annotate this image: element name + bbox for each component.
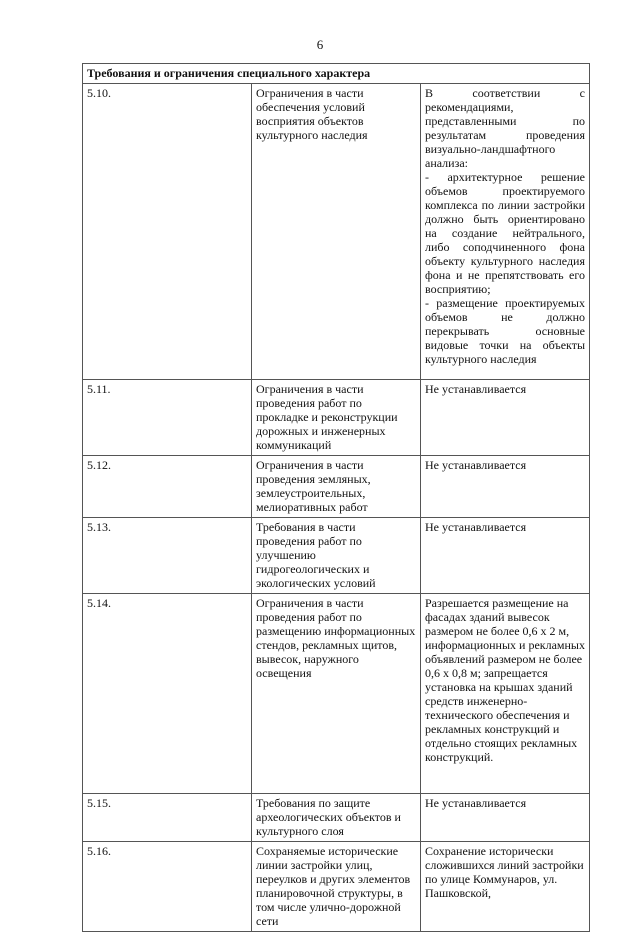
table-row	[83, 594, 590, 794]
table-row	[83, 794, 590, 842]
row-value: Не устанавливается	[421, 518, 590, 594]
row-number: 5.11.	[83, 380, 252, 456]
section-header: Требования и ограничения специального характера	[83, 64, 590, 84]
row-value: Не устанавливается	[421, 380, 590, 456]
row-number: 5.16.	[83, 842, 252, 932]
page-number: 6	[316, 37, 324, 52]
row-number: 5.10.	[83, 84, 252, 380]
row-value: Сохранение исторически сложившихся линий застройки по улице Коммунаров, ул. Пашковской,	[421, 842, 590, 932]
row-name: Ограничения в части проведения работ по размещению информационных стендов, рекламных щитов, вывесок, наружного освещения	[252, 594, 421, 794]
table-header-row	[83, 64, 590, 84]
restrictions-table	[82, 63, 590, 932]
row-name: Ограничения в части проведения работ по прокладке и реконструкции дорожных и инженерных коммуникаций	[252, 380, 421, 456]
row-value	[421, 84, 590, 380]
row-number: 5.14.	[83, 594, 252, 794]
row-number: 5.15.	[83, 794, 252, 842]
row-name: Требования в части проведения работ по улучшению гидрогеологических и экологических условий	[252, 518, 421, 594]
table-row	[83, 84, 590, 380]
table-row	[83, 380, 590, 456]
table-row	[83, 456, 590, 518]
row-number: 5.13.	[83, 518, 252, 594]
row-name: Ограничения в части обеспечения условий восприятия объектов культурного наследия	[252, 84, 421, 380]
table-row	[83, 842, 590, 932]
value-line: - размещение проектируемых объемов не должно перекрывать основные видовые точки на объекты культурного наследия	[425, 296, 585, 366]
row-name: Требования по защите археологических объектов и культурного слоя	[252, 794, 421, 842]
row-value: Разрешается размещение на фасадах зданий вывесок размером не более 0,6 х 2 м, информационных и рекламных объявлений размером не более 0,6 х 0,8 м; запрещается установка на крышах зданий средств инженерно-технического обеспечения и рекламных конструкций и отдельно стоящих рекламных конструкций.	[421, 594, 590, 794]
row-value: Не устанавливается	[421, 794, 590, 842]
table-row	[83, 518, 590, 594]
value-line: В соответствии с рекомендациями, представленными по результатам проведения визуально-ландшафтного анализа:	[425, 86, 585, 170]
row-name: Ограничения в части проведения земляных, землеустроительных, мелиоративных работ	[252, 456, 421, 518]
row-value: Не устанавливается	[421, 456, 590, 518]
row-name: Сохраняемые исторические линии застройки улиц, переулков и других элементов планировочной структуры, в том числе улично-дорожной сети	[252, 842, 421, 932]
value-line: - архитектурное решение объемов проектируемого комплекса по линии застройки должно быть ориентировано на создание нейтрального, либо соподчиненного фона объекту культурного наследия фона и не препятствовать его восприятию;	[425, 170, 585, 296]
row-number: 5.12.	[83, 456, 252, 518]
